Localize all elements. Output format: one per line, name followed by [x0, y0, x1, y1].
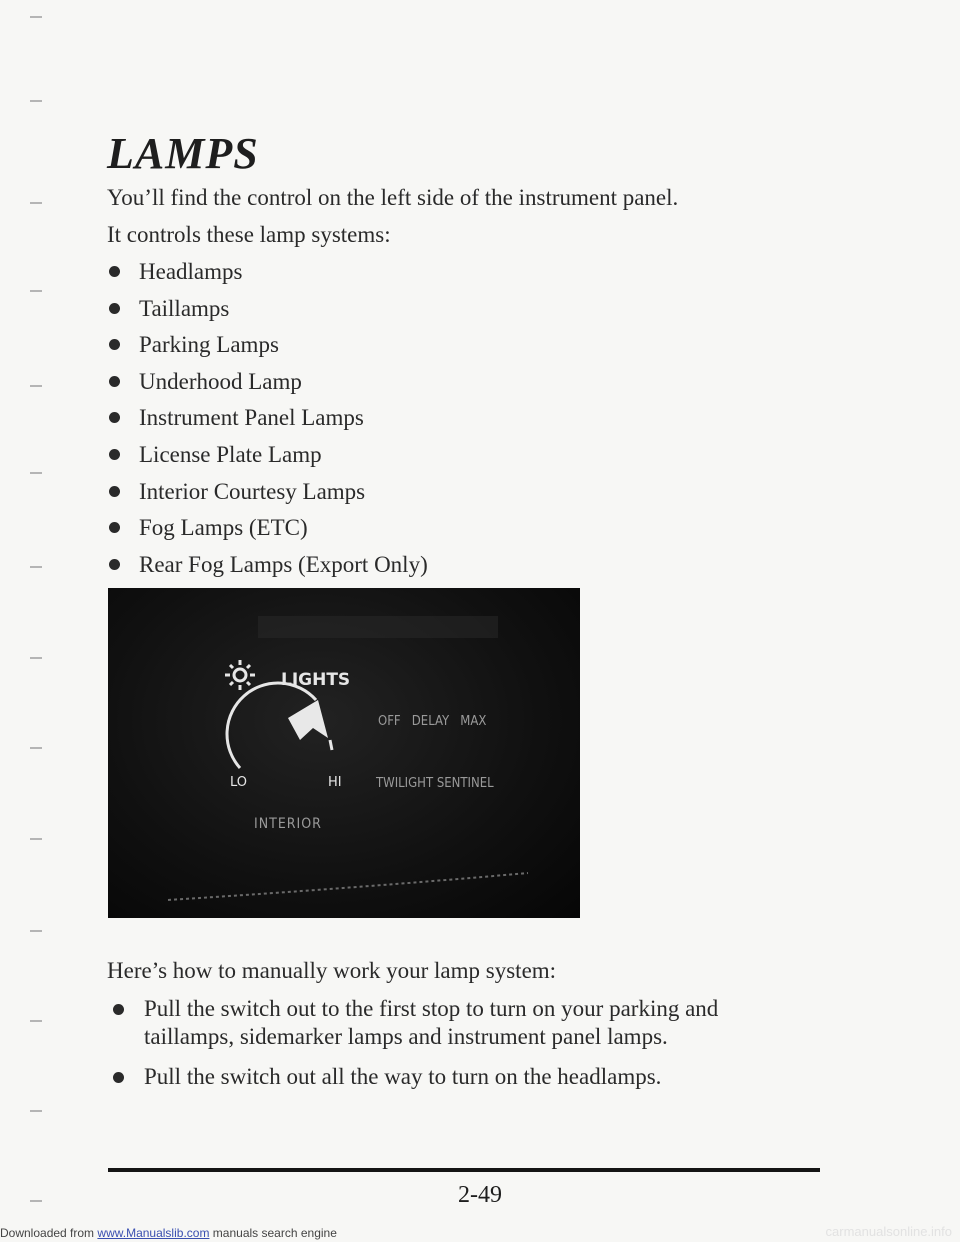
list-item [107, 995, 787, 1051]
bullet-icon [109, 412, 120, 423]
bullet-icon [113, 1004, 124, 1015]
list-item [107, 367, 428, 404]
list-item [107, 257, 428, 294]
edge-mark [30, 838, 42, 840]
bullet-icon [109, 303, 120, 314]
list-item-label: Underhood Lamp [139, 368, 302, 394]
lights-label: LIGHTS [281, 670, 351, 690]
howto-list [107, 995, 787, 1103]
edge-mark [30, 930, 42, 932]
bullet-icon [109, 559, 120, 570]
list-item-label: Headlamps [139, 259, 243, 284]
download-footer [0, 1226, 337, 1240]
howto-intro-text: Here’s how to manually work your lamp system: [107, 958, 557, 983]
list-item [107, 294, 428, 331]
list-item [107, 330, 428, 367]
watermark-text: carmanualsonline.info [825, 1224, 952, 1239]
edge-mark [30, 1020, 42, 1022]
list-item [107, 550, 428, 587]
systems-intro-text: It controls these lamp systems: [107, 222, 391, 247]
page-rule [108, 1168, 820, 1172]
edge-mark [30, 100, 42, 102]
page-title: LAMPS [107, 129, 259, 178]
list-item-label: Pull the switch out all the way to turn on the headlamps. [144, 1064, 662, 1089]
bullet-icon [109, 522, 120, 533]
list-item-label: Fog Lamps (ETC) [139, 515, 308, 541]
list-item-label: License Plate Lamp [139, 441, 322, 467]
page-number: 2-49 [458, 1182, 502, 1208]
list-item [107, 513, 428, 550]
footer-prefix: Downloaded from [0, 1226, 95, 1240]
edge-mark [30, 472, 42, 474]
arrow-icon [288, 700, 328, 740]
lamp-systems-list [107, 257, 428, 586]
interior-label: INTERIOR [254, 816, 322, 832]
bullet-icon [109, 449, 120, 460]
bullet-icon [113, 1072, 124, 1083]
intro-text: You’ll find the control on the left side of the instrument panel. [107, 185, 679, 210]
edge-mark [30, 657, 42, 659]
list-item [107, 1063, 787, 1091]
list-item-label: Instrument Panel Lamps [139, 405, 364, 431]
photo-artwork [108, 588, 580, 918]
twilight-sentinel-label: TWILIGHT SENTINEL [376, 776, 494, 791]
bullet-icon [109, 376, 120, 387]
list-item-label: Parking Lamps [139, 332, 279, 358]
list-item-label: Interior Courtesy Lamps [139, 478, 366, 504]
list-item [107, 440, 428, 477]
edge-mark [30, 385, 42, 387]
list-item [107, 403, 428, 440]
edge-mark [30, 1110, 42, 1112]
hi-label: HI [328, 775, 342, 790]
lo-label: LO [230, 775, 248, 790]
bullet-icon [109, 266, 120, 277]
footer-suffix: manuals search engine [212, 1226, 337, 1240]
edge-mark [30, 747, 42, 749]
sun-icon [225, 660, 255, 690]
off-delay-max-label: OFF DELAY MAX [378, 714, 487, 729]
bullet-icon [109, 486, 120, 497]
edge-mark [30, 16, 42, 18]
list-item-label: Rear Fog Lamps (Export Only) [139, 551, 428, 577]
list-item-label: Taillamps [139, 295, 230, 321]
manualslib-link[interactable]: www.Manualslib.com [97, 1226, 210, 1240]
list-item [107, 477, 428, 514]
edge-mark [30, 290, 42, 292]
bullet-icon [109, 339, 120, 350]
edge-mark [30, 1200, 42, 1202]
edge-mark [30, 566, 42, 568]
lamp-control-photo [108, 588, 580, 918]
list-item-label: Pull the switch out to the first stop to turn on your parking and taillamps, sidemarker lamps and instrument panel lamps. [144, 996, 719, 1049]
edge-mark [30, 202, 42, 204]
